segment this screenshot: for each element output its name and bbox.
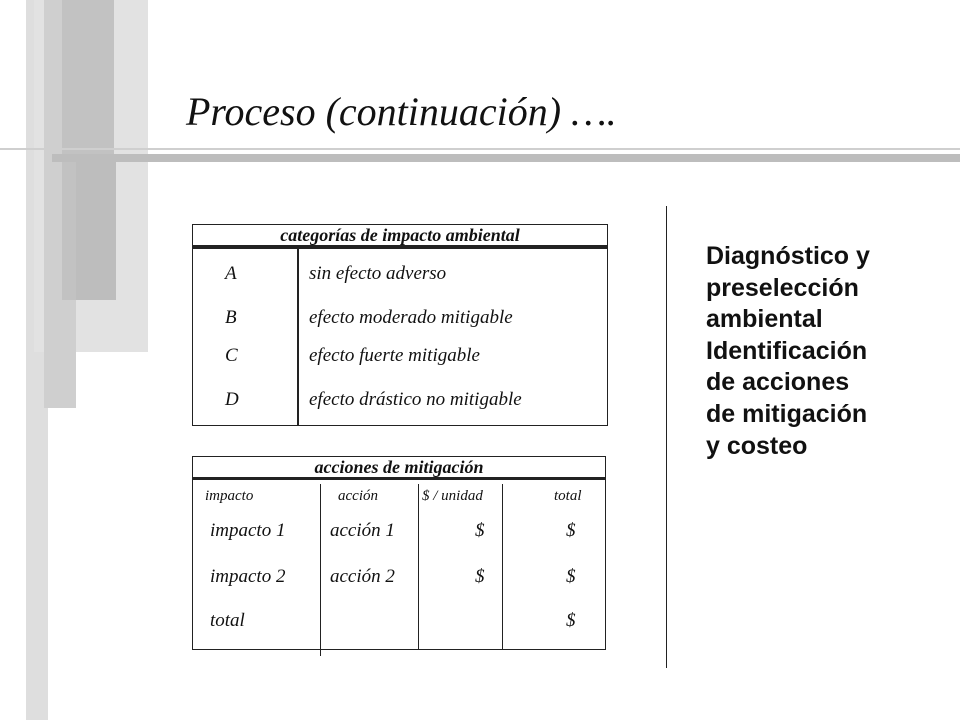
categories-box [192, 248, 608, 426]
mitigation-box [192, 480, 606, 650]
mitigation-cell-unidad: $ [475, 566, 485, 587]
mitigation-col-header-impacto: impacto [205, 488, 254, 504]
title-rule-thin [0, 148, 960, 150]
mitigation-col-header-total: total [554, 488, 582, 504]
mitigation-col-header-accion: acción [338, 488, 378, 504]
category-letter: C [225, 345, 238, 366]
mitigation-cell-impacto: impacto 1 [210, 520, 286, 541]
mitigation-cell-unidad: $ [475, 520, 485, 541]
category-row-a [193, 263, 607, 291]
section-separator-line [666, 206, 667, 668]
mitigation-col-header-unidad: $ / unidad [422, 488, 483, 504]
mitigation-cell-impacto: total [210, 610, 245, 631]
side-text-line: de acciones [706, 368, 850, 397]
mitigation-cell-total: $ [566, 520, 576, 541]
categories-header-label: categorías de impacto ambiental [280, 225, 520, 245]
side-text-line: y costeo [706, 431, 808, 460]
category-row-c [193, 345, 607, 373]
mitigation-col-line-1 [320, 484, 321, 656]
mitigation-header-label: acciones de mitigación [314, 457, 484, 477]
side-text-line: Identificación [706, 336, 868, 365]
category-row-d [193, 389, 607, 417]
category-description: efecto fuerte mitigable [309, 345, 480, 366]
side-text-line: ambiental [706, 305, 823, 334]
mitigation-cell-accion: acción 1 [330, 520, 395, 541]
category-description: efecto moderado mitigable [309, 307, 513, 328]
mitigation-header [192, 456, 606, 480]
category-letter: D [225, 389, 239, 410]
side-text-line: Diagnóstico y [706, 242, 870, 270]
category-description: efecto drástico no mitigable [309, 389, 522, 410]
side-text-line: de mitigación [706, 399, 868, 428]
category-letter: B [225, 307, 237, 328]
mitigation-cell-total: $ [566, 566, 576, 587]
decor-bar-inner-3 [76, 160, 116, 300]
title-rule-thick [52, 154, 960, 162]
categories-header [192, 224, 608, 248]
side-description [706, 241, 946, 462]
side-text-line: preselección [706, 273, 859, 302]
mitigation-col-line-3 [502, 484, 503, 650]
mitigation-col-line-2 [418, 484, 419, 650]
mitigation-cell-impacto: impacto 2 [210, 566, 286, 587]
category-row-b [193, 307, 607, 335]
category-letter: A [225, 263, 237, 284]
category-description: sin efecto adverso [309, 263, 447, 284]
mitigation-cell-total: $ [566, 610, 576, 631]
mitigation-cell-accion: acción 2 [330, 566, 395, 587]
page-title: Proceso (continuación) …. [186, 89, 617, 134]
